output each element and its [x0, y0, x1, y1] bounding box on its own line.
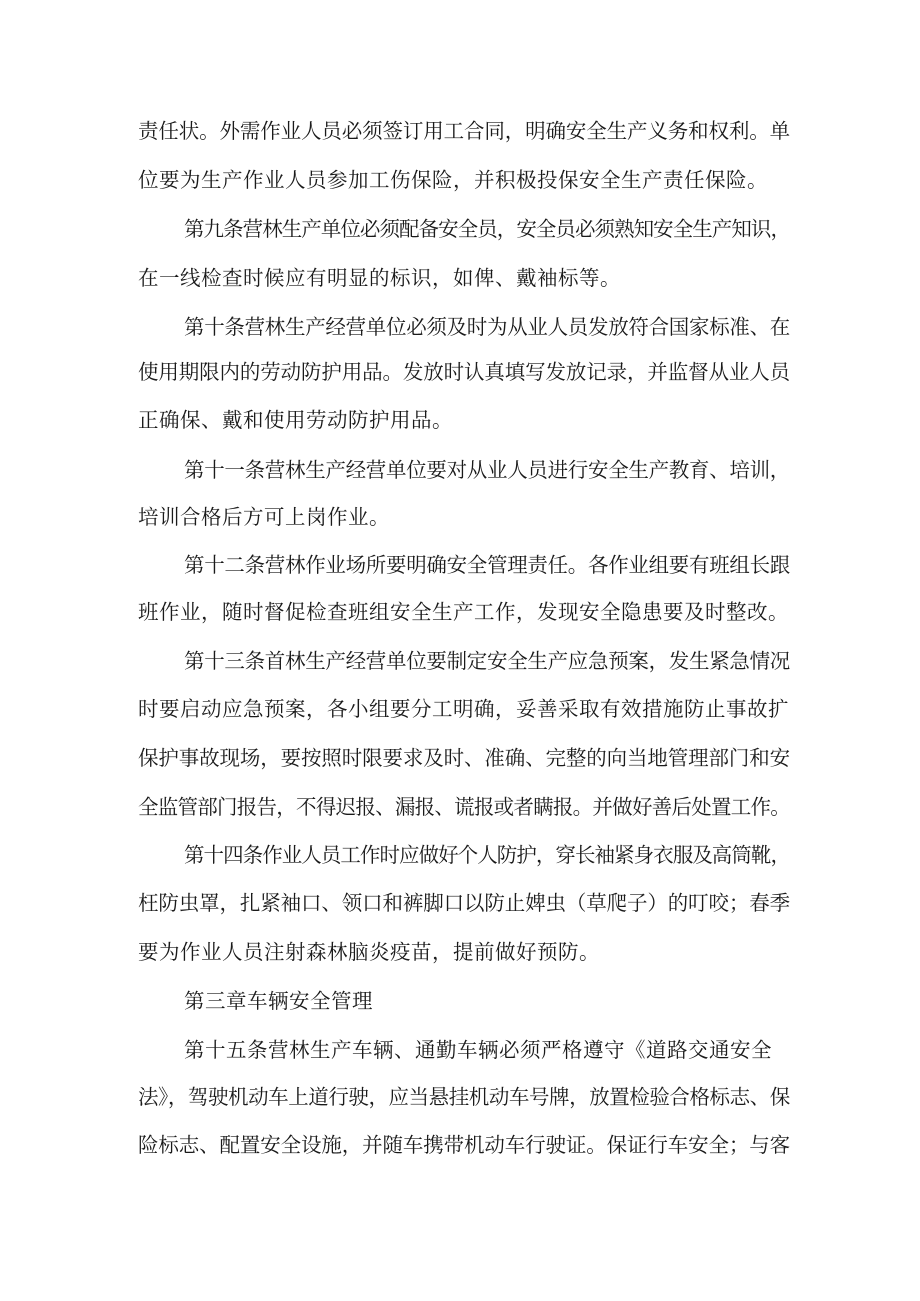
text-line: 全监管部门报告，不得迟报、漏报、谎报或者瞒报。并做好善后处置工作。 [138, 795, 790, 819]
text-line: 法》，驾驶机动车上道行驶，应当悬挂机动车号牌，放置检验合格标志、保 [138, 1085, 790, 1109]
article-9: 第九条营林生产单位必须配备安全员，安全员必须熟知安全生产知识， [184, 217, 790, 241]
text-line: 培训合格后方可上岗作业。 [138, 505, 390, 529]
text-line: 枉防虫罩，扎紧袖口、领口和裤脚口以防止婢虫（草爬子）的叮咬；春季 [138, 891, 790, 915]
text-line: 班作业，随时督促检查班组安全生产工作，发现安全隐患要及时整改。 [138, 600, 789, 624]
text-line: 时要启动应急预案，各小组要分工明确，妥善采取有效措施防止事故扩 [138, 697, 789, 721]
article-14: 第十四条作业人员工作时应做好个人防护，穿长袖紧身衣服及高筒靴， [184, 843, 790, 867]
text-line: 在一线检查时候应有明显的标识，如俾、戴袖标等。 [138, 266, 621, 290]
article-15: 第十五条营林生产车辆、通勤车辆必须严格遵守《道路交通安全 [184, 1038, 772, 1062]
article-12: 第十二条营林作业场所要明确安全管理责任。各作业组要有班组长跟 [184, 553, 790, 577]
chapter-3-heading: 第三章车辆安全管理 [184, 989, 373, 1013]
text-line: 使用期限内的劳动防护用品。发放时认真填写发放记录，并监督从业人员 [138, 360, 790, 384]
article-10: 第十条营林生产经营单位必须及时为从业人员发放符合国家标准、在 [184, 315, 790, 339]
text-line: 险标志、配置安全设施，并随车携带机动车行驶证。保证行车安全；与客 [138, 1133, 790, 1157]
text-line: 责任状。外需作业人员必须签订用工合同，明确安全生产义务和权利。单 [138, 119, 790, 143]
text-line: 保护事故现场，要按照时限要求及时、准确、完整的向当地管理部门和安 [138, 746, 790, 770]
article-13: 第十三条首林生产经营单位要制定安全生产应急预案，发生紧急情况 [184, 649, 790, 673]
text-line: 正确保、戴和使用劳动防护用品。 [138, 408, 453, 432]
text-line: 要为作业人员注射森林脑炎疫苗，提前做好预防。 [138, 940, 600, 964]
text-line: 位要为生产作业人员参加工伤保险，并积极投保安全生产责任保险。 [138, 168, 768, 192]
article-11: 第十一条营林生产经营单位要对从业人员进行安全生产教育、培训， [184, 458, 790, 482]
